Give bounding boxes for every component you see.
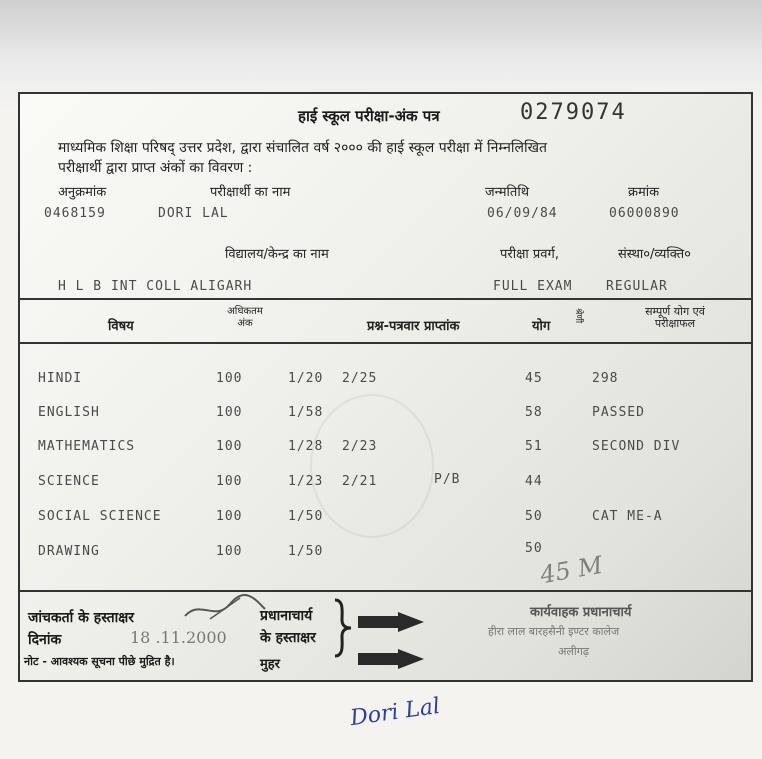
col-result-line2: परीक्षाफल <box>654 317 696 330</box>
type-value: REGULAR <box>606 279 668 294</box>
principal-stamp-title: कार्यवाहक प्रधानाचार्य <box>530 605 632 620</box>
col-max-header <box>225 306 265 330</box>
row-paper2: 2/23 <box>342 439 378 454</box>
row-subject: SCIENCE <box>38 474 100 489</box>
row-total: 58 <box>525 405 543 420</box>
col-grade-header: श्रेणी <box>573 308 583 324</box>
marksheet-title: हाई स्कूल परीक्षा-अंक पत्र <box>298 107 440 125</box>
roll-number-value: 0468159 <box>44 206 106 221</box>
marksheet <box>18 92 753 682</box>
row-max: 100 <box>216 474 243 489</box>
col-paperwise-header: प्रश्न-पत्रवार प्राप्तांक <box>367 319 460 334</box>
row-paper2: 2/21 <box>342 474 378 489</box>
row-subject: HINDI <box>38 371 83 386</box>
category-value: FULL EXAM <box>493 279 573 294</box>
row-total: 45 <box>525 371 543 386</box>
row-subject: ENGLISH <box>38 405 100 420</box>
curly-brace-icon <box>332 598 354 658</box>
row-max: 100 <box>216 405 243 420</box>
category-label: परीक्षा प्रवर्ग, <box>500 247 559 262</box>
intro-line-2: परीक्षार्थी द्वारा प्राप्त अंकों का विवरण : <box>58 160 253 176</box>
row-paper1: 1/28 <box>288 439 324 454</box>
school-value: H L B INT COLL ALIGARH <box>58 279 253 294</box>
type-label: संस्था०/व्यक्ति० <box>618 247 691 262</box>
arrow-right-icon <box>358 612 424 632</box>
row-paper1: 1/58 <box>288 405 324 420</box>
row-result: 298 <box>592 371 619 386</box>
principal-label-2: के हस्ताक्षर <box>260 630 316 646</box>
col-subject-header: विषय <box>108 319 134 334</box>
candidate-signature: Dori Lal <box>348 693 442 732</box>
row-subject: MATHEMATICS <box>38 439 136 454</box>
row-total: 44 <box>525 474 543 489</box>
principal-stamp-city: अलीगढ़ <box>558 645 590 658</box>
principal-label-1: प्रधानाचार्य <box>260 608 313 624</box>
arrow-right-icon <box>358 649 424 669</box>
seal-label: मुहर <box>260 657 280 672</box>
col-max-line2: अंक <box>237 318 253 329</box>
kramank-label: क्रमांक <box>628 185 660 200</box>
dob-label: जन्मतिथि <box>485 185 530 200</box>
checker-sign-label: जांचकर्ता के हस्ताक्षर <box>28 610 135 626</box>
row-paper1: 1/20 <box>288 371 324 386</box>
row-result: CAT ME-A <box>592 509 663 524</box>
handwritten-scribble: 45 M <box>538 550 605 590</box>
principal-stamp-school: हीरा लाल बारहसैनी इण्टर कालेज <box>488 625 620 638</box>
col-total-header: योग <box>532 319 551 334</box>
date-value: 18 .11.2000 <box>130 628 227 647</box>
row-total: 50 <box>525 509 543 524</box>
row-max: 100 <box>216 439 243 454</box>
footer-note: नोट - आवश्यक सूचना पीछे मुद्रित है। <box>24 655 175 668</box>
row-total: 51 <box>525 439 543 454</box>
row-note: P/B <box>434 472 461 487</box>
school-label: विद्यालय/केन्द्र का नाम <box>225 247 329 262</box>
row-paper2: 2/25 <box>342 371 378 386</box>
kramank-value: 06000890 <box>609 206 680 221</box>
table-header-rule <box>20 342 751 344</box>
table-bottom-rule <box>20 590 751 592</box>
watermark-emblem <box>310 394 434 538</box>
row-paper1: 1/50 <box>288 509 324 524</box>
col-result-header <box>620 306 730 330</box>
roll-number-label: अनुक्रमांक <box>58 185 107 200</box>
row-result: SECOND DIV <box>592 439 681 454</box>
row-total: 50 <box>525 541 543 556</box>
row-paper1: 1/23 <box>288 474 324 489</box>
row-max: 100 <box>216 544 243 559</box>
row-subject: DRAWING <box>38 544 100 559</box>
intro-line-1: माध्यमिक शिक्षा परिषद् उत्तर प्रदेश, द्वारा संचालित वर्ष २००० की हाई स्कूल परीक्षा में निम्नलिखित <box>58 140 548 156</box>
date-label: दिनांक <box>28 632 62 648</box>
candidate-name-value: DORI LAL <box>158 206 229 221</box>
serial-number: 0279074 <box>520 100 627 125</box>
dob-value: 06/09/84 <box>487 206 558 221</box>
col-result-line1: सम्पूर्ण योग एवं <box>645 305 705 318</box>
col-max-line1: अधिकतम <box>227 306 263 317</box>
row-subject: SOCIAL SCIENCE <box>38 509 162 524</box>
row-result: PASSED <box>592 405 645 420</box>
row-paper1: 1/50 <box>288 544 324 559</box>
table-top-rule <box>20 298 751 300</box>
row-max: 100 <box>216 371 243 386</box>
candidate-name-label: परीक्षार्थी का नाम <box>210 185 291 200</box>
checker-signature-mark <box>180 594 270 624</box>
row-max: 100 <box>216 509 243 524</box>
